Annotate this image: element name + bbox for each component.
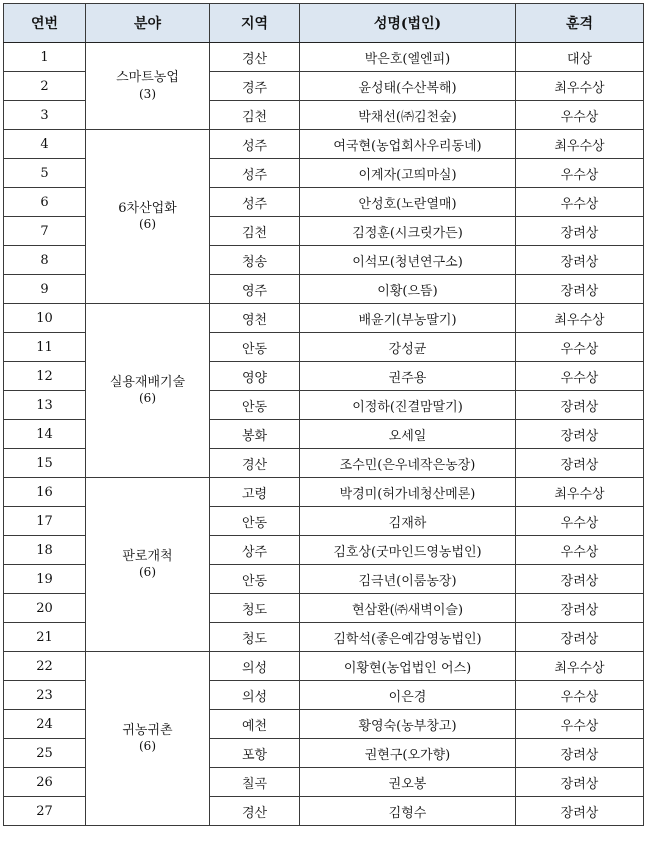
row-number: 3: [4, 101, 86, 130]
field-count: (6): [139, 739, 156, 754]
field-cell: [86, 478, 210, 652]
award-cell: 최우수상: [516, 304, 644, 333]
name-cell: 김호상(굿마인드영농법인): [300, 536, 516, 565]
region-cell: 고령: [210, 478, 300, 507]
row-number: 12: [4, 362, 86, 391]
award-cell: 장려상: [516, 275, 644, 304]
region-cell: 경산: [210, 797, 300, 826]
row-number: 19: [4, 565, 86, 594]
award-cell: 최우수상: [516, 130, 644, 159]
row-number: 26: [4, 768, 86, 797]
region-cell: 의성: [210, 652, 300, 681]
table-row: [4, 43, 644, 72]
name-cell: 이석모(청년연구소): [300, 246, 516, 275]
award-cell: 장려상: [516, 594, 644, 623]
header-row: [4, 4, 644, 43]
row-number: 2: [4, 72, 86, 101]
region-cell: 의성: [210, 681, 300, 710]
name-cell: 배윤기(부농딸기): [300, 304, 516, 333]
name-cell: 현삼환(㈜새벽이슬): [300, 594, 516, 623]
region-cell: 경산: [210, 43, 300, 72]
header-field: 분야: [86, 4, 210, 43]
row-number: 13: [4, 391, 86, 420]
region-cell: 성주: [210, 130, 300, 159]
region-cell: 상주: [210, 536, 300, 565]
award-cell: 장려상: [516, 623, 644, 652]
table-row: [4, 478, 644, 507]
awards-table-container: [3, 3, 644, 826]
header-no: 연번: [4, 4, 86, 43]
field-count: (3): [139, 86, 156, 101]
award-cell: 장려상: [516, 565, 644, 594]
name-cell: 이계자(고띄마실): [300, 159, 516, 188]
name-cell: 이황현(농업법인 어스): [300, 652, 516, 681]
name-cell: 이정하(진결맘딸기): [300, 391, 516, 420]
name-cell: 이황(으뜸): [300, 275, 516, 304]
award-cell: 우수상: [516, 507, 644, 536]
region-cell: 성주: [210, 159, 300, 188]
field-name: 판로개척: [122, 548, 173, 564]
name-cell: 김정훈(시크릿가든): [300, 217, 516, 246]
name-cell: 김형수: [300, 797, 516, 826]
name-cell: 박은호(엘엔피): [300, 43, 516, 72]
name-cell: 오세일: [300, 420, 516, 449]
row-number: 5: [4, 159, 86, 188]
award-cell: 최우수상: [516, 478, 644, 507]
row-number: 14: [4, 420, 86, 449]
row-number: 27: [4, 797, 86, 826]
award-cell: 장려상: [516, 420, 644, 449]
row-number: 23: [4, 681, 86, 710]
name-cell: 박경미(허가네청산메론): [300, 478, 516, 507]
field-cell: [86, 130, 210, 304]
row-number: 24: [4, 710, 86, 739]
field-name: 실용재배기술: [109, 374, 186, 390]
table-row: [4, 304, 644, 333]
region-cell: 영양: [210, 362, 300, 391]
row-number: 16: [4, 478, 86, 507]
name-cell: 여국현(농업회사우리동네): [300, 130, 516, 159]
field-count: (6): [139, 391, 156, 406]
awards-table: [3, 3, 644, 826]
award-cell: 장려상: [516, 797, 644, 826]
row-number: 4: [4, 130, 86, 159]
field-name: 귀농귀촌: [122, 722, 173, 738]
award-cell: 우수상: [516, 188, 644, 217]
field-cell: [86, 304, 210, 478]
row-number: 11: [4, 333, 86, 362]
region-cell: 안동: [210, 507, 300, 536]
name-cell: 김학석(좋은예감영농법인): [300, 623, 516, 652]
row-number: 8: [4, 246, 86, 275]
name-cell: 김극년(이룸농장): [300, 565, 516, 594]
name-cell: 윤성태(수산복해): [300, 72, 516, 101]
award-cell: 우수상: [516, 681, 644, 710]
row-number: 9: [4, 275, 86, 304]
row-number: 21: [4, 623, 86, 652]
field-name: 6차산업화: [118, 200, 177, 216]
header-region: 지역: [210, 4, 300, 43]
award-cell: 장려상: [516, 449, 644, 478]
award-cell: 장려상: [516, 217, 644, 246]
field-cell: [86, 43, 210, 130]
award-cell: 최우수상: [516, 652, 644, 681]
award-cell: 우수상: [516, 159, 644, 188]
field-count: (6): [139, 565, 156, 580]
award-cell: 장려상: [516, 391, 644, 420]
region-cell: 포항: [210, 739, 300, 768]
award-cell: 우수상: [516, 536, 644, 565]
field-count: (6): [139, 217, 156, 232]
region-cell: 경산: [210, 449, 300, 478]
region-cell: 안동: [210, 565, 300, 594]
region-cell: 청도: [210, 594, 300, 623]
name-cell: 권현구(오가향): [300, 739, 516, 768]
row-number: 1: [4, 43, 86, 72]
header-award: 훈격: [516, 4, 644, 43]
award-cell: 장려상: [516, 739, 644, 768]
row-number: 6: [4, 188, 86, 217]
region-cell: 경주: [210, 72, 300, 101]
row-number: 7: [4, 217, 86, 246]
award-cell: 우수상: [516, 101, 644, 130]
name-cell: 김재하: [300, 507, 516, 536]
table-body: [4, 43, 644, 826]
name-cell: 황영숙(농부창고): [300, 710, 516, 739]
region-cell: 칠곡: [210, 768, 300, 797]
region-cell: 안동: [210, 333, 300, 362]
row-number: 17: [4, 507, 86, 536]
table-row: [4, 652, 644, 681]
name-cell: 박채선(㈜김천숲): [300, 101, 516, 130]
row-number: 18: [4, 536, 86, 565]
award-cell: 우수상: [516, 333, 644, 362]
row-number: 15: [4, 449, 86, 478]
name-cell: 안성호(노란열매): [300, 188, 516, 217]
award-cell: 우수상: [516, 710, 644, 739]
field-name: 스마트농업: [116, 70, 179, 86]
name-cell: 조수민(은우네작은농장): [300, 449, 516, 478]
award-cell: 대상: [516, 43, 644, 72]
row-number: 25: [4, 739, 86, 768]
region-cell: 김천: [210, 101, 300, 130]
name-cell: 이은경: [300, 681, 516, 710]
name-cell: 권주용: [300, 362, 516, 391]
header-name: 성명(법인): [300, 4, 516, 43]
field-cell: [86, 652, 210, 826]
region-cell: 예천: [210, 710, 300, 739]
name-cell: 강성균: [300, 333, 516, 362]
region-cell: 영천: [210, 304, 300, 333]
region-cell: 봉화: [210, 420, 300, 449]
region-cell: 영주: [210, 275, 300, 304]
name-cell: 권오봉: [300, 768, 516, 797]
region-cell: 청송: [210, 246, 300, 275]
region-cell: 안동: [210, 391, 300, 420]
region-cell: 김천: [210, 217, 300, 246]
table-row: [4, 130, 644, 159]
region-cell: 성주: [210, 188, 300, 217]
award-cell: 장려상: [516, 768, 644, 797]
row-number: 10: [4, 304, 86, 333]
award-cell: 최우수상: [516, 72, 644, 101]
award-cell: 우수상: [516, 362, 644, 391]
award-cell: 장려상: [516, 246, 644, 275]
row-number: 22: [4, 652, 86, 681]
region-cell: 청도: [210, 623, 300, 652]
row-number: 20: [4, 594, 86, 623]
